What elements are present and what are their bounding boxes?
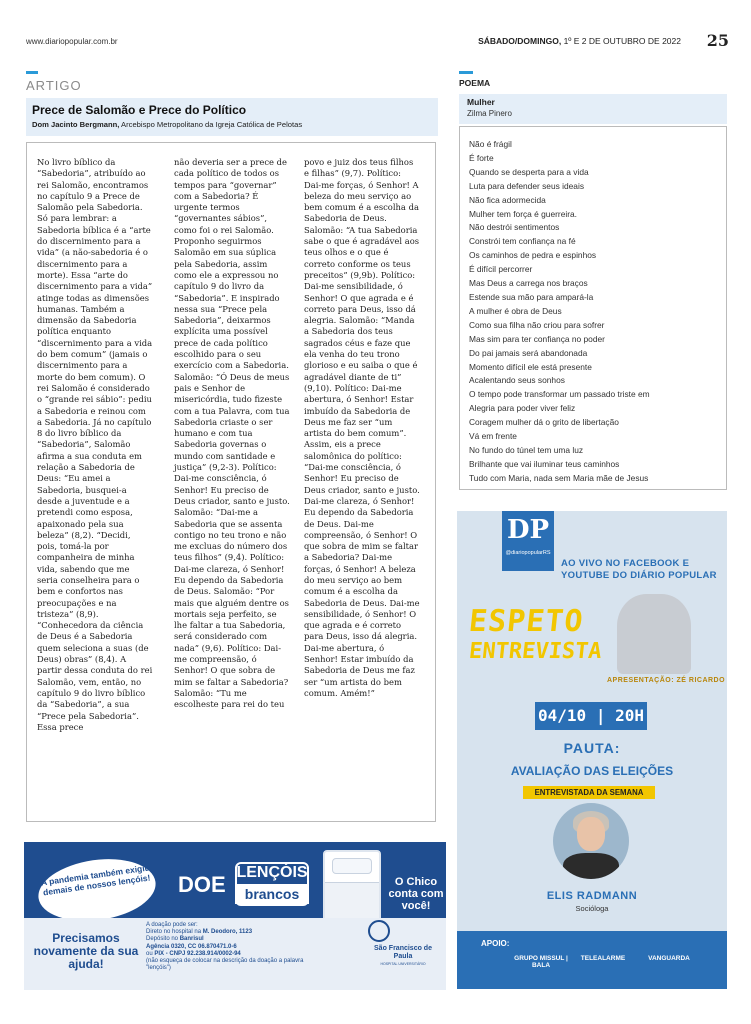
poem-line: Momento difícil ele está presente [469, 361, 592, 372]
poem-line: O tempo pode transformar um passado triste em [469, 389, 650, 400]
ad-live-text: AO VIVO NO FACEBOOK E YOUTUBE DO DIÁRIO POPULAR [561, 558, 717, 581]
article-byline: Dom Jacinto Bergmann, Arcebispo Metropolitano da Igreja Católica de Pelotas [32, 120, 303, 129]
sponsor-logo: TELEALARME [580, 955, 626, 962]
poem-header [459, 94, 727, 124]
article-column-3: povo e juiz dos teus filhos e filhas” (9,7). Político: Dai-me forças, ó Senhor! A beleza do meu serviço ao bem comum é a escolha da Sabedoria de Deus. Salomão: “A tua Sabedoria sabe o que é agradável aos teus olhos e o que é correto conforme os teus preceitos” (9,9b). Político: Dai-me sensibilidade, ó Senhor! O que agrada e é correto para Deus, isso dá alegria. Salomão: “Manda a Sabedoria dos teus sagrados céus e faze que ela venha do teu trono glorioso e eu saiba o que é agradável diante de ti” (9,10). Político: Dai-me abertura, ó Senhor! Estar imbuído da Sabedoria de Deus me faz ser “um artista do bem comum”. Assim, eis a prece salomônica do político: “Dai-me consciência, ó Senhor! Eu preciso de Deus criador, santo e justo. Dai-me clareza, ó Senhor! Eu dependo da Sabedoria de Deus. Dai-me compreensão, ó Senhor! O que sobra de mim se faltar a Sabedoria? Dai-me forças, ó Senhor! A beleza do meu serviço ao bem comum é a escolha da Sabedoria de Deus. Dai-me sensibilidade, ó Senhor! O que agrada e é correto para Deus, isso dá alegria. Dai-me abertura, ó Senhor! Estar imbuído da Sabedoria de Deus me faz ser “um artista do bem comum. Amém!” [304, 157, 420, 698]
poem-line: É forte [469, 152, 494, 163]
ad-org-name: São Francisco de Paula [374, 945, 432, 960]
ad-pauta: PAUTA: [563, 740, 621, 756]
poem-line: Estende sua mão para ampará-la [469, 291, 594, 302]
poem-line: Constrói tem confiança na fé [469, 236, 576, 247]
ad-org-sub: HOSPITAL UNIVERSITÁRIO [380, 962, 426, 966]
poem-line: Não destrói sentimentos [469, 222, 560, 233]
sponsor-logo: VANGUARDA [648, 955, 690, 962]
section-marker [26, 71, 38, 74]
site-url: www.diariopopular.com.br [26, 37, 118, 46]
page-date: SÁBADO/DOMINGO, 1º E 2 DE OUTUBRO DE 2022 [478, 36, 681, 46]
poem-line: Brilhante que vai iluminar teus caminhos [469, 458, 620, 469]
ad-entrevistada: ENTREVISTADA DA SEMANA [523, 786, 655, 799]
poem-body [459, 126, 727, 490]
page-number: 25 [706, 31, 729, 50]
sponsor-logo: GRUPO MISSUL | BALA [514, 955, 568, 969]
dp-logo: DP @diariopopularRS [502, 511, 554, 571]
ad-presenter: APRESENTAÇÃO: ZÉ RICARDO [607, 677, 726, 684]
poem-line: Quando se desperta para a vida [469, 166, 589, 177]
ad-topic: AVALIAÇÃO DAS ELEIÇÕES [510, 764, 674, 778]
ad-donation-info: A doação pode ser: Direto no hospital na M. Deodoro, 1123 Depósito no Banrisul Agência 0320, CC 06.870471.0-6 ou PIX - CNPJ 92.238.914/0002-94 (não esqueça de colocar na descrição da doação a palavra "lençóis") [146, 922, 304, 972]
ad-guest-name: ELIS RADMANN [546, 890, 638, 902]
poem-marker [459, 71, 473, 74]
poem-line: Não é frágil [469, 139, 512, 149]
host-photo [617, 594, 691, 674]
guest-photo [553, 803, 629, 879]
poem-line: Do pai jamais será abandonada [469, 347, 588, 358]
poem-author: Zilma Pinero [467, 109, 512, 118]
article-header [26, 98, 438, 136]
poem-line: Luta para defender seus ideais [469, 180, 585, 191]
ad-lencois: LENÇÓIS [236, 864, 308, 881]
poem-line: No fundo do túnel tem uma luz [469, 444, 584, 455]
ad-bubble-text: A pandemia também exigiu demais de nossos lençóis! [40, 862, 151, 898]
ad-espeto: ESPETO [467, 604, 586, 639]
poem-line: Os caminhos de pedra e espinhos [469, 250, 597, 261]
poem-line: Como sua filha não criou para sofrer [469, 319, 605, 330]
poem-line: É difícil percorrer [469, 264, 533, 275]
article-title: Prece de Salomão e Prece do Político [32, 103, 247, 117]
poem-line: Mas Deus a carrega nos braços [469, 278, 588, 289]
ad-apoio: APOIO: [481, 939, 510, 948]
poem-line: Não fica adormecida [469, 194, 546, 205]
ad-entrevista: ENTREVISTA [467, 639, 603, 664]
poem-line: Tudo com Maria, nada sem Maria mãe de Jesus [469, 472, 649, 483]
poem-line: Coragem mulher dá o grito de libertação [469, 417, 619, 428]
poem-line: Vá em frente [469, 431, 517, 442]
poem-section-label: POEMA [459, 78, 491, 88]
section-label: ARTIGO [26, 78, 82, 93]
hospital-logo-icon [368, 920, 390, 942]
poem-line: Mas sim para ter confiança no poder [469, 333, 605, 344]
article-column-2: não deveria ser a prece de cada político de todos os tempos para “governar” com a Sabedoria? É urgente termos “governantes sábios”, como foi o rei Salomão. Proponho seguirmos Salomão em sua súplica pela Sabedoria, assim como ele a expressou no capítulo 9 do livro da “Sabedoria”. E inspirado nessa sua “Prece pela Sabedoria”, deixarmos explícita uma possível prece de cada político escolhido para o seu exercício com a Sabedoria. Salomão: “Ó Deus de meus pais e Senhor de misericórdia, tudo fizeste com a tua Palavra, com tua Sabedoria criaste o ser humano e com tua Sabedoria governas o mundo com santidade e justiça” (9,2-3). Político: Dai-me consciência, ó Senhor! Eu preciso de Deus criador, santo e justo. Salomão: “Dai-me a Sabedoria que se assenta contigo no teu trono e não me excluas do número dos teus filhos” (9,4). Político: Dai-me clareza, ó Senhor! Eu dependo da Sabedoria de Deus. Salomão: “Por mais que alguém dentre os mortais seja perfeito, se lhe faltar a tua Sabedoria, será considerado com nada” (9,6). Político: Dai-me compreensão, ó Senhor! O que sobra de mim se faltar a Sabedoria? Salomão: “Tu me escolheste para rei do teu [174, 157, 290, 710]
poem-lines [469, 138, 650, 486]
poem-title: Mulher [467, 97, 495, 107]
ad-guest-role: Socióloga [575, 904, 609, 913]
poem-line: Alegria para poder viver feliz [469, 403, 576, 414]
ad-datetime: 04/10 | 20H [535, 702, 647, 730]
article-column-1: No livro bíblico da “Sabedoria”, atribuído ao rei Salomão, encontramos no capítulo 9 a Prece de Salomão pela Sabedoria. Só para lembrar: a Sabedoria bíblica é a “arte do discernimento para a vida” (a não-sabedoria é o discernimento para a morte). Essa “arte do discernimento para a vida” atinge todas as dimensões humanas. Também a dimensão da Sabedoria política enquanto “discernimento para a vida do bem comum” (jamais o discernimento para a morte do bem comum). O rei Salomão é considerado o “grande rei sábio”: pediu a Sabedoria e reinou com a Sabedoria. Já no capítulo 8 do livro bíblico da “Sabedoria”, Salomão afirma a sua conduta em relação a Sabedoria de Deus: “Eu amei a Sabedoria, busquei-a desde a juventude e a pretendi como esposa, apaixonado pela sua beleza” (8,2). “Decidi, pois, tomá-la por companheira de minha vida, sabendo que me seria conselheira para o bem e confortos nas preocupações e na tristeza” (8,9). “Conhecedora da ciência de Deus é a Sabedoria quem seleciona a suas (de Deus) obras” (8,4). A partir dessa conduta do rei Salomão, vem, então, no capítulo 9 do livro bíblico da “Sabedoria”, a sua “Prece pela Sabedoria”. Essa prece [37, 157, 153, 732]
ad-precisamos: Precisamos novamente da sua ajuda! [33, 931, 139, 971]
ad-espeto-entrevista[interactable] [457, 511, 727, 989]
poem-line: Mulher tem força é guerreira. [469, 208, 577, 219]
poem-line: Acalentando seus sonhos [469, 375, 565, 386]
poem-line: A mulher é obra de Deus [469, 305, 562, 316]
ad-doe: DOE [178, 872, 226, 897]
ad-chico: O Chico conta com você! [388, 876, 444, 912]
ad-brancos: brancos [235, 884, 309, 904]
article-body [26, 142, 436, 822]
ad-donate-sheets[interactable] [24, 842, 446, 990]
